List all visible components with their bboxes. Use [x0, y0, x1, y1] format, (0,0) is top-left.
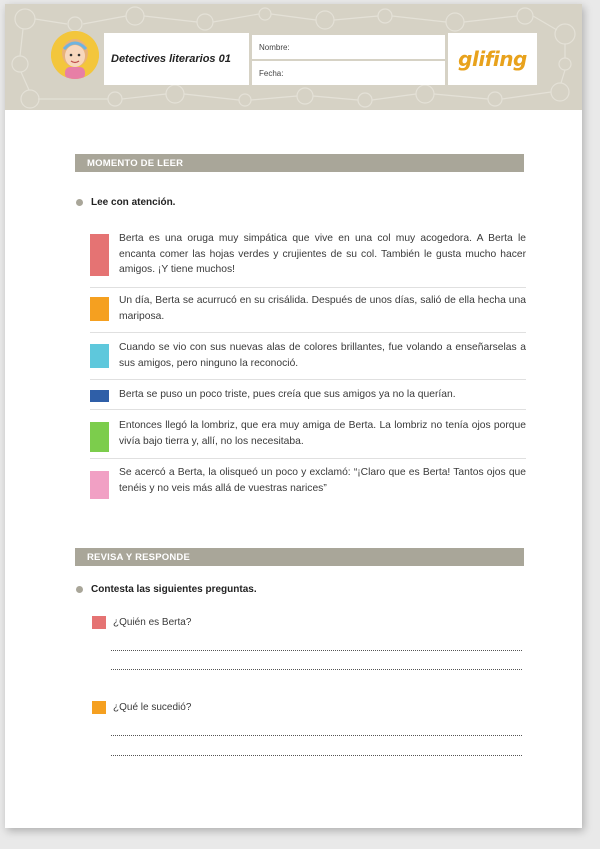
divider [90, 458, 526, 459]
read-instruction-text: Lee con atención. [91, 197, 176, 208]
divider [90, 332, 526, 333]
paragraph-text: Berta es una oruga muy simpática que vive en una col muy acogedora. A Berta le encanta comer las hojas verdes y crujientes de su col. También le gusta mucho hacer amigos. ¡Y tiene muchos! [119, 233, 526, 275]
color-square-green [90, 422, 109, 452]
date-field[interactable] [252, 61, 445, 85]
date-label: Fecha: [259, 68, 284, 78]
name-label: Nombre: [259, 42, 290, 52]
bullet-icon [76, 199, 83, 206]
color-square-red [92, 616, 106, 629]
question-text: ¿Qué le sucedió? [113, 702, 192, 713]
answer-instruction [76, 584, 257, 595]
section-heading-answer [75, 548, 524, 566]
worksheet-title-text: Detectives literarios 01 [111, 53, 231, 65]
question-1 [92, 616, 191, 629]
section-heading-read [75, 154, 524, 172]
color-square-orange [92, 701, 106, 714]
answer-line[interactable] [111, 669, 522, 670]
paragraph-text: Berta se puso un poco triste, pues creía que sus amigos ya no la querían. [119, 389, 456, 400]
section-heading-answer-text: REVISA Y RESPONDE [87, 551, 191, 563]
divider [90, 409, 526, 410]
paragraph-text: Se acercó a Berta, la olisqueó un poco y exclamó: “¡Claro que es Berta! Tantos ojos que tenéis y no veis más allá de vuestras narices” [119, 467, 526, 494]
color-square-cyan [90, 344, 109, 368]
answer-line[interactable] [111, 755, 522, 756]
answer-line[interactable] [111, 650, 522, 651]
girl-avatar-icon [51, 31, 99, 79]
divider [90, 287, 526, 288]
question-2 [92, 701, 191, 714]
worksheet-page [5, 4, 582, 828]
bullet-icon [76, 586, 83, 593]
glifing-logo: glifing [458, 47, 527, 71]
name-field[interactable] [252, 35, 445, 59]
answer-instruction-text: Contesta las siguientes preguntas. [91, 584, 257, 595]
section-heading-read-text: MOMENTO DE LEER [87, 157, 184, 169]
color-square-red [90, 234, 109, 276]
worksheet-title [104, 33, 249, 85]
paragraph-text: Entonces llegó la lombriz, que era muy amiga de Berta. La lombriz no tenía ojos porque vivía bajo tierra y, allí, no los necesitaba. [119, 420, 526, 447]
divider [90, 379, 526, 380]
color-square-pink [90, 471, 109, 499]
paragraph-text: Un día, Berta se acurrucó en su crisálida. Después de unos días, salió de ella hecha una mariposa. [119, 295, 526, 322]
read-instruction [76, 197, 175, 208]
answer-line[interactable] [111, 735, 522, 736]
color-square-blue [90, 390, 109, 402]
color-square-orange [90, 297, 109, 321]
logo-box [448, 33, 537, 85]
header-banner [5, 4, 582, 110]
question-text: ¿Quién es Berta? [113, 617, 192, 628]
paragraph-text: Cuando se vio con sus nuevas alas de colores brillantes, fue volando a enseñarselas a sus amigos, pero ninguno la reconoció. [119, 342, 526, 369]
